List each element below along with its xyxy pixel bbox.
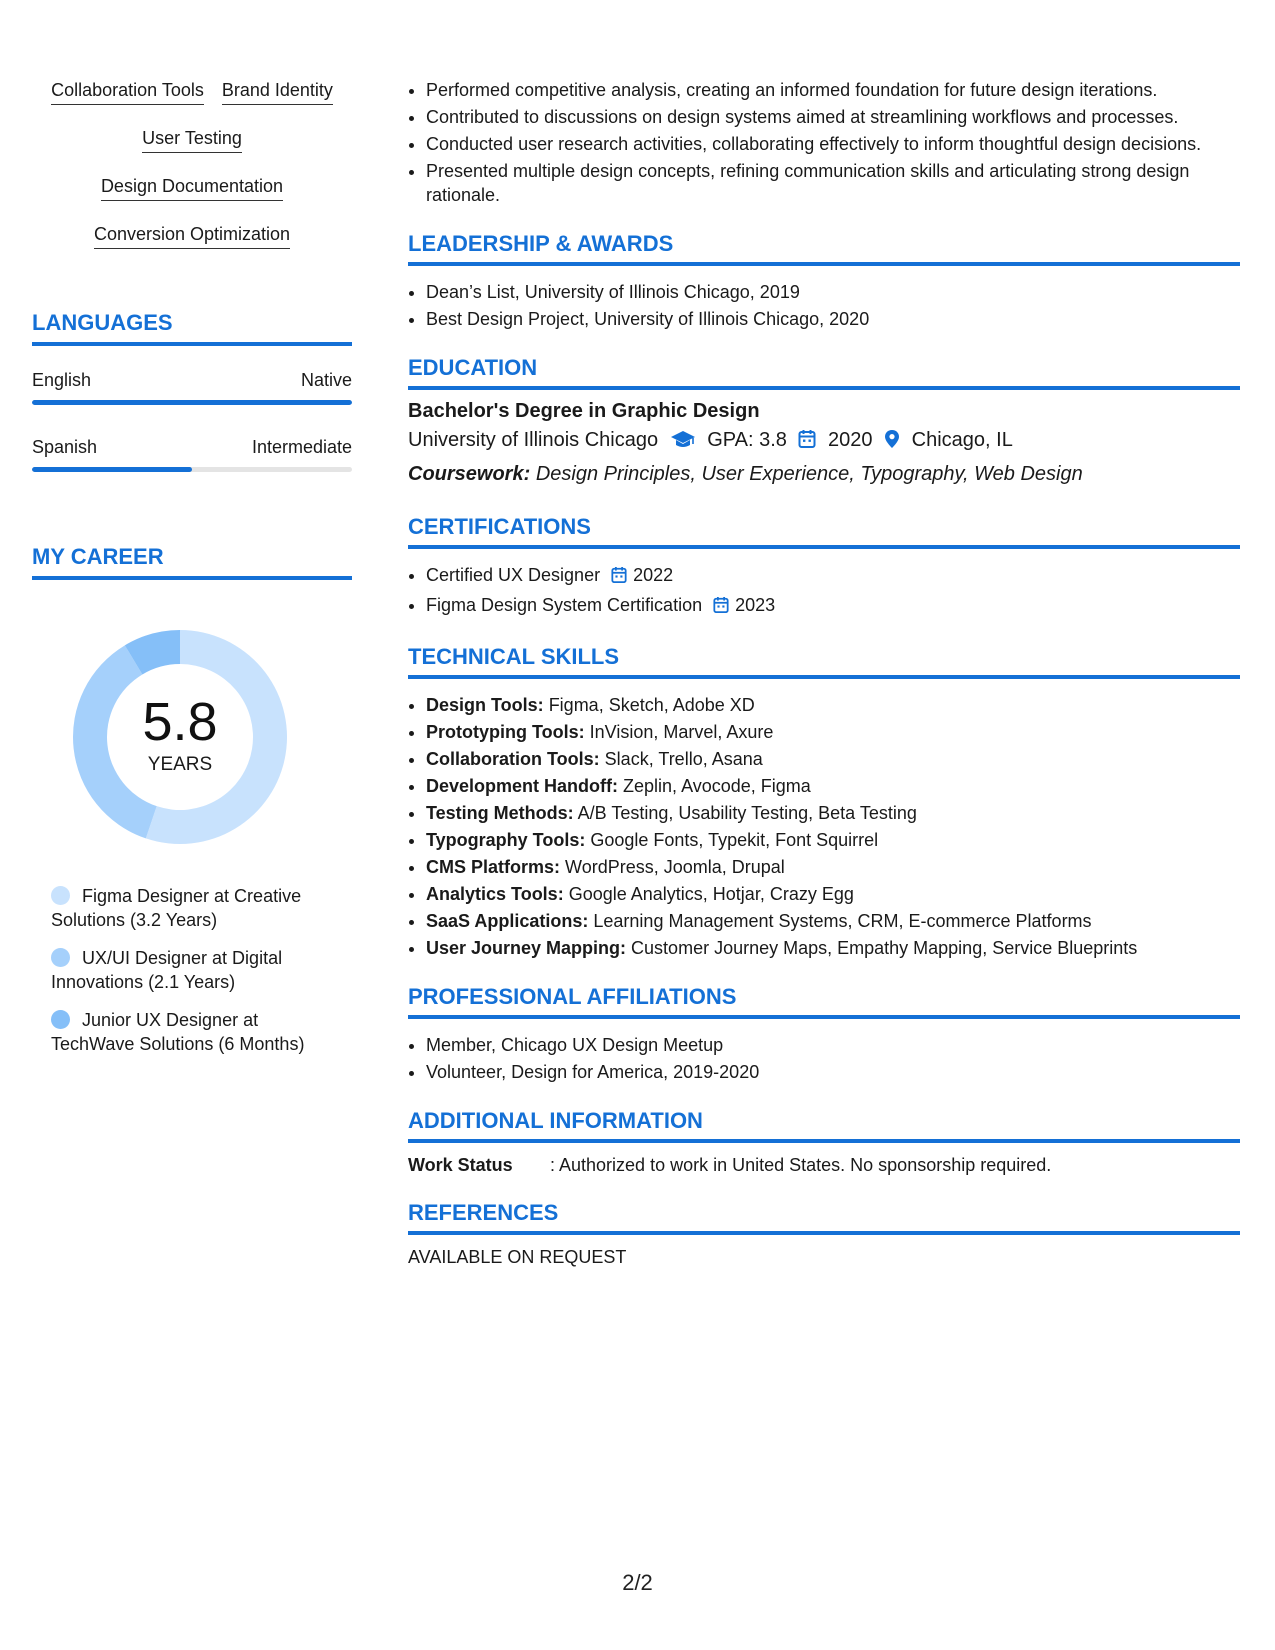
skill-values: Customer Journey Maps, Empathy Mapping, Service Blueprints	[631, 938, 1138, 958]
skill-tag: Collaboration Tools	[51, 80, 204, 105]
list-item: • Contributed to discussions on design systems aimed at streamlining workflows and processes.	[426, 105, 1240, 129]
languages-heading: LANGUAGES	[32, 310, 352, 346]
skill-category: Collaboration Tools:	[426, 749, 600, 769]
career-legend	[51, 884, 331, 1056]
experience-bullets	[408, 78, 1240, 207]
graduation-cap-icon	[670, 429, 696, 455]
skill-category: Analytics Tools:	[426, 884, 564, 904]
education-degree: Bachelor's Degree in Graphic Design	[408, 400, 760, 422]
skill-category: Testing Methods:	[426, 803, 574, 823]
education-year: 2020	[828, 429, 873, 451]
list-item	[426, 747, 1240, 771]
references-heading: REFERENCES	[408, 1200, 1240, 1235]
skill-values: Google Fonts, Typekit, Font Squirrel	[590, 830, 879, 850]
language-bar	[32, 400, 352, 405]
list-item: • Volunteer, Design for America, 2019-2020	[426, 1060, 1240, 1084]
language-bar-fill	[32, 467, 192, 472]
legend-label: UX/UI Designer at Digital Innovations (2.1 Years)	[51, 948, 283, 992]
list-item	[426, 801, 1240, 825]
certification-year: 2023	[735, 595, 776, 615]
list-item: • Best Design Project, University of Illinois Chicago, 2020	[426, 307, 1240, 331]
calendar-icon	[798, 429, 816, 455]
legend-label: Junior UX Designer at TechWave Solutions (6 Months)	[51, 1010, 305, 1054]
list-item	[426, 693, 1240, 717]
technical-skills-heading: TECHNICAL SKILLS	[408, 644, 1240, 679]
certification-year: 2022	[633, 565, 674, 585]
language-item	[32, 437, 352, 472]
list-item: • Performed competitive analysis, creating an informed foundation for future design iterations.	[426, 78, 1240, 102]
legend-dot	[51, 1010, 70, 1029]
skill-values: Slack, Trello, Asana	[604, 749, 763, 769]
education-school: University of Illinois Chicago	[408, 429, 659, 451]
skill-tags	[32, 80, 352, 272]
list-item: • Conducted user research activities, collaborating effectively to inform thoughtful design decisions.	[426, 132, 1240, 156]
skill-tag: User Testing	[142, 128, 242, 153]
list-item	[426, 593, 1240, 620]
language-name: English	[32, 370, 92, 390]
legend-dot	[51, 948, 70, 967]
page-number: 2/2	[622, 1570, 653, 1595]
language-bar-fill	[32, 400, 352, 405]
list-item	[426, 882, 1240, 906]
skill-category: User Journey Mapping:	[426, 938, 627, 958]
career-total: 5.8	[142, 692, 218, 752]
list-item	[426, 936, 1240, 960]
education-gpa: GPA: 3.8	[707, 429, 787, 451]
calendar-icon	[611, 566, 627, 590]
left-column	[32, 80, 352, 1070]
certifications-list	[408, 563, 1240, 620]
awards-heading: LEADERSHIP & AWARDS	[408, 231, 1240, 266]
certifications-heading: CERTIFICATIONS	[408, 514, 1240, 549]
education-heading: EDUCATION	[408, 355, 1240, 390]
work-status-value: : Authorized to work in United States. No sponsorship required.	[550, 1155, 1052, 1175]
affiliations-list	[408, 1033, 1240, 1084]
legend-label: Figma Designer at Creative Solutions (3.2 Years)	[51, 886, 302, 930]
skill-tag: Brand Identity	[222, 80, 333, 105]
list-item	[426, 720, 1240, 744]
skill-values: Figma, Sketch, Adobe XD	[548, 695, 755, 715]
language-level: Intermediate	[251, 437, 352, 457]
education-coursework	[408, 463, 1240, 486]
coursework-label: Coursework:	[408, 463, 531, 485]
right-column	[408, 78, 1240, 1268]
awards-list	[408, 280, 1240, 331]
technical-skills-list	[408, 693, 1240, 960]
language-name: Spanish	[32, 437, 98, 457]
affiliations-heading: PROFESSIONAL AFFILIATIONS	[408, 984, 1240, 1019]
list-item: • Member, Chicago UX Design Meetup	[426, 1033, 1240, 1057]
legend-dot	[51, 886, 70, 905]
list-item	[426, 774, 1240, 798]
skill-category: CMS Platforms:	[426, 857, 561, 877]
work-status-row	[408, 1155, 1240, 1176]
work-status-label: Work Status	[408, 1155, 513, 1175]
list-item	[426, 855, 1240, 879]
skill-category: SaaS Applications:	[426, 911, 589, 931]
list-item: • Presented multiple design concepts, refining communication skills and articulating strong design rationale.	[426, 159, 1240, 207]
career-heading: MY CAREER	[32, 544, 352, 580]
skill-values: A/B Testing, Usability Testing, Beta Testing	[577, 803, 917, 823]
additional-info-heading: ADDITIONAL INFORMATION	[408, 1108, 1240, 1143]
certification-name: Figma Design System Certification	[426, 595, 703, 615]
list-item	[426, 828, 1240, 852]
list-item	[426, 909, 1240, 933]
location-pin-icon	[884, 429, 900, 455]
skill-values: Google Analytics, Hotjar, Crazy Egg	[568, 884, 854, 904]
legend-item	[51, 1008, 331, 1056]
skill-tag: Conversion Optimization	[94, 224, 290, 249]
skill-values: Learning Management Systems, CRM, E-commerce Platforms	[593, 911, 1092, 931]
skill-values: Zeplin, Avocode, Figma	[623, 776, 811, 796]
skill-values: WordPress, Joomla, Drupal	[565, 857, 785, 877]
career-donut-chart	[67, 624, 293, 850]
language-bar	[32, 467, 352, 472]
references-text: AVAILABLE ON REQUEST	[408, 1247, 627, 1267]
career-unit: YEARS	[147, 754, 213, 775]
skill-values: InVision, Marvel, Axure	[589, 722, 774, 742]
skill-category: Prototyping Tools:	[426, 722, 585, 742]
language-item	[32, 370, 352, 405]
legend-item	[51, 884, 331, 932]
education-location: Chicago, IL	[911, 429, 1013, 451]
list-item	[426, 563, 1240, 590]
skill-category: Design Tools:	[426, 695, 544, 715]
legend-item	[51, 946, 331, 994]
skill-category: Development Handoff:	[426, 776, 619, 796]
list-item: • Dean’s List, University of Illinois Chicago, 2019	[426, 280, 1240, 304]
calendar-icon	[713, 596, 729, 620]
skill-tag: Design Documentation	[101, 176, 283, 201]
language-level: Native	[300, 370, 352, 390]
skill-category: Typography Tools:	[426, 830, 586, 850]
coursework-value: Design Principles, User Experience, Typography, Web Design	[535, 463, 1083, 485]
certification-name: Certified UX Designer	[426, 565, 601, 585]
education-details	[408, 429, 1240, 455]
